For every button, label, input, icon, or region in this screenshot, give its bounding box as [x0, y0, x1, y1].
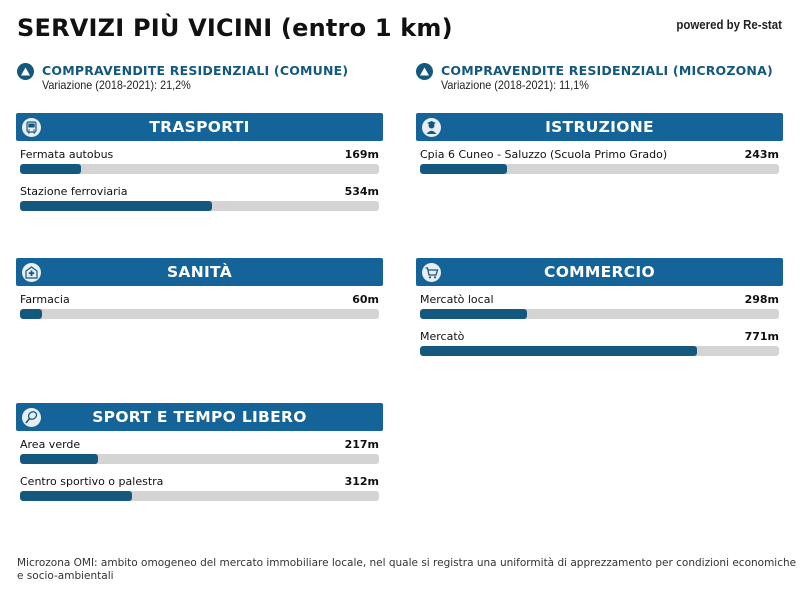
item-name: Centro sportivo o palestra [20, 475, 164, 488]
stat-subtitle: Variazione (2018-2021): 11,1% [441, 78, 589, 92]
section-title: ISTRUZIONE [545, 118, 654, 136]
section-commercio [416, 258, 783, 360]
distance-bar-fill [420, 309, 527, 319]
list-item [16, 431, 383, 468]
section-trasporti [16, 113, 383, 215]
stat-title: COMPRAVENDITE RESIDENZIALI (MICROZONA) [441, 63, 773, 78]
section-sanita [16, 258, 383, 323]
distance-bar [20, 164, 379, 174]
section-header [16, 113, 383, 141]
item-distance: 243m [744, 148, 779, 161]
list-item [16, 468, 383, 505]
item-name: Mercatò [420, 330, 465, 343]
section-istruzione [416, 113, 783, 178]
triangle-up-icon [17, 63, 34, 80]
distance-bar-fill [20, 164, 81, 174]
stat-title: COMPRAVENDITE RESIDENZIALI (COMUNE) [42, 63, 349, 78]
distance-bar [20, 454, 379, 464]
list-item [416, 286, 783, 323]
distance-bar [420, 346, 779, 356]
item-distance: 534m [344, 185, 379, 198]
powered-by-label: powered by Re-stat [676, 17, 782, 32]
section-title: COMMERCIO [544, 263, 655, 281]
list-item [16, 178, 383, 215]
item-distance: 60m [352, 293, 379, 306]
section-sport [16, 403, 383, 505]
stat-subtitle: Variazione (2018-2021): 21,2% [42, 78, 191, 92]
distance-bar-fill [20, 491, 132, 501]
distance-bar-fill [420, 346, 697, 356]
item-name: Area verde [20, 438, 81, 451]
list-item [16, 286, 383, 323]
item-distance: 217m [344, 438, 379, 451]
list-item [416, 323, 783, 360]
section-title: SANITÀ [166, 263, 233, 281]
section-header [416, 258, 783, 286]
section-title: SPORT E TEMPO LIBERO [92, 408, 307, 426]
item-name: Stazione ferroviaria [20, 185, 128, 198]
section-header [16, 258, 383, 286]
item-distance: 771m [744, 330, 779, 343]
list-item [416, 141, 783, 178]
distance-bar [420, 164, 779, 174]
distance-bar-fill [420, 164, 507, 174]
section-title: TRASPORTI [149, 118, 250, 136]
page-title: SERVIZI PIÙ VICINI (entro 1 km) [17, 14, 453, 42]
item-distance: 169m [344, 148, 379, 161]
list-item [16, 141, 383, 178]
item-name: Farmacia [20, 293, 70, 306]
section-header [16, 403, 383, 431]
distance-bar [20, 491, 379, 501]
distance-bar-fill [20, 309, 42, 319]
item-distance: 312m [344, 475, 379, 488]
distance-bar [420, 309, 779, 319]
distance-bar [20, 201, 379, 211]
item-name: Mercatò local [420, 293, 494, 306]
item-distance: 298m [744, 293, 779, 306]
distance-bar [20, 309, 379, 319]
section-header [416, 113, 783, 141]
distance-bar-fill [20, 454, 98, 464]
item-name: Fermata autobus [20, 148, 114, 161]
triangle-up-icon [416, 63, 433, 80]
footnote: Microzona OMI: ambito omogeneo del mercato immobiliare locale, nel quale si registra una uniformità di apprezzamento per condizioni economiche e socio-ambientali [17, 557, 797, 582]
distance-bar-fill [20, 201, 212, 211]
item-name: Cpia 6 Cuneo - Saluzzo (Scuola Primo Grado) [420, 148, 668, 161]
